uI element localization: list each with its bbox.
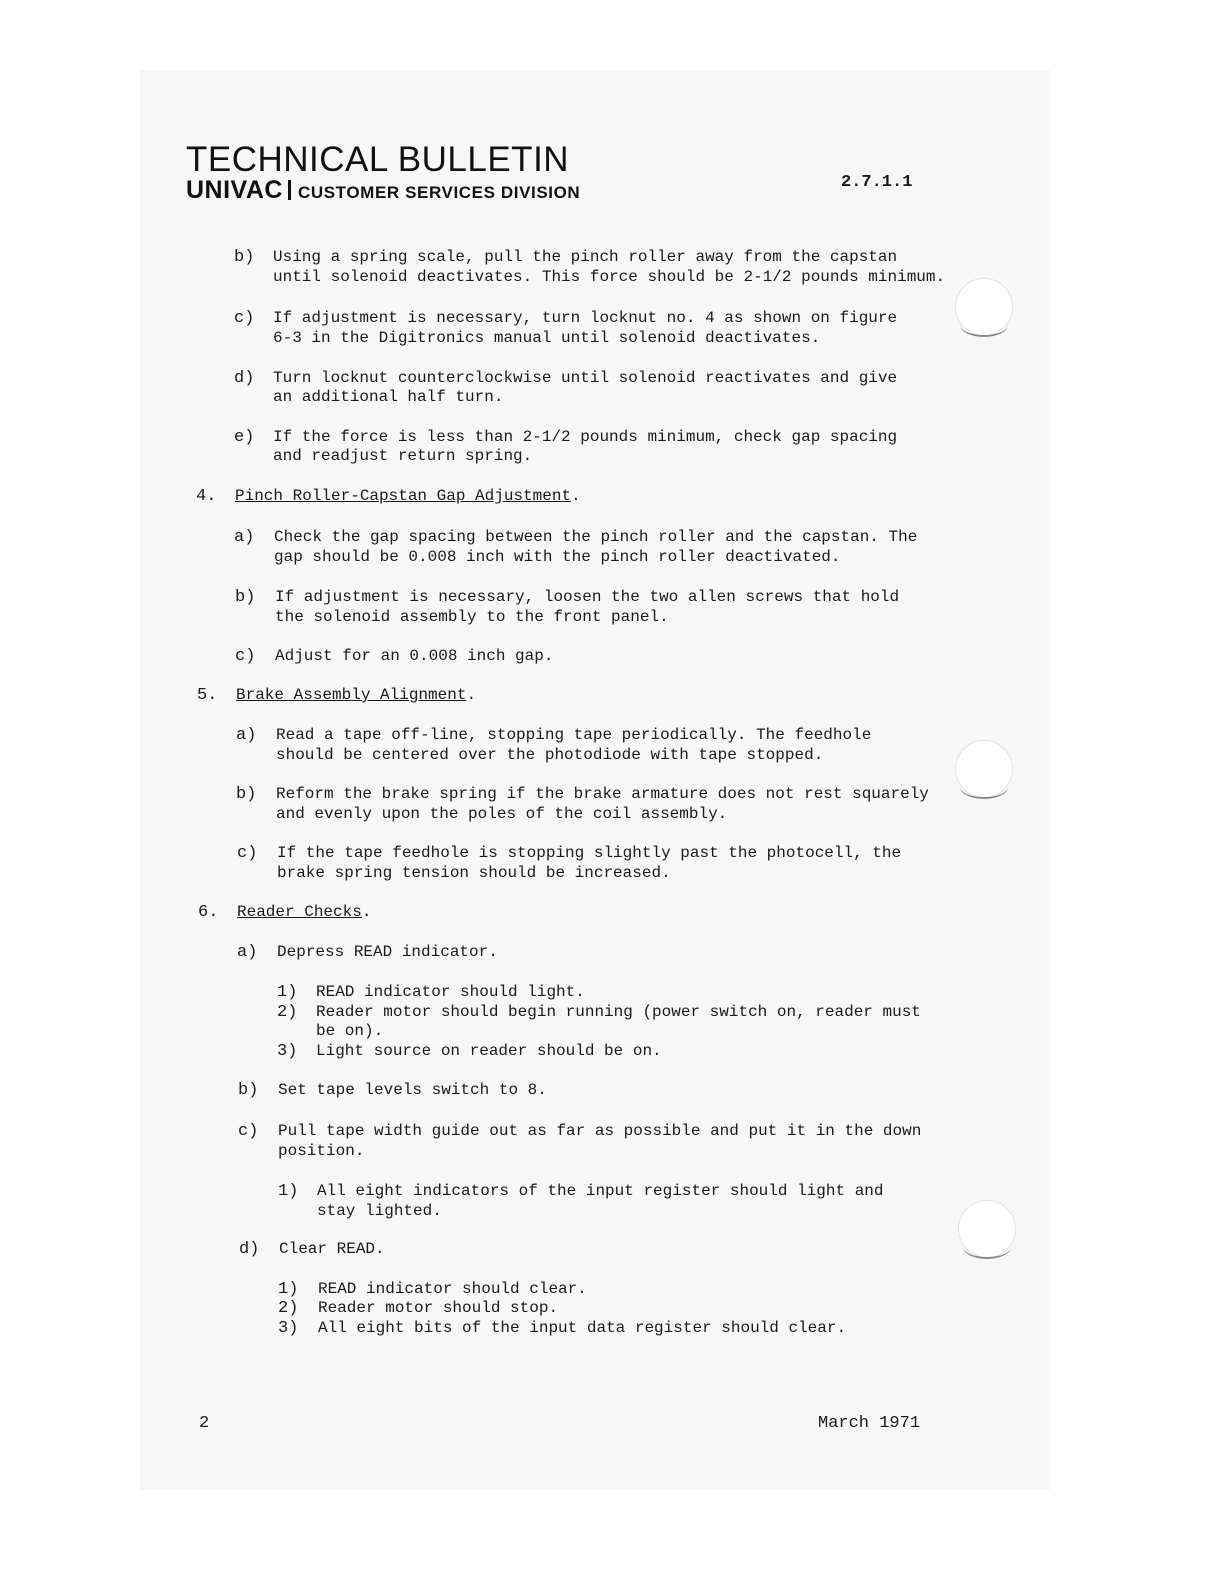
step-text-line: Reform the brake spring if the brake armature does not rest squarely [276,785,929,803]
substep-marker: 2) [277,1003,298,1022]
page-number: 2 [199,1414,210,1433]
step-text-line: Check the gap spacing between the pinch roller and the capstan. The [274,528,918,546]
section-number: 6. [198,903,219,922]
section-heading-punct: . [466,686,477,704]
step-text-line: If the tape feedhole is stopping slightly past the photocell, the [277,844,902,862]
step-text-line: until solenoid deactivates. This force should be 2-1/2 pounds minimum. [273,268,946,286]
substep-marker: 1) [278,1182,299,1201]
step-text-line: Depress READ indicator. [277,943,498,961]
company-line [186,176,580,205]
substep-text-line: READ indicator should clear. [318,1280,587,1298]
punch-hole-bottom [958,1200,1016,1258]
step-text-line: 6-3 in the Digitronics manual until solenoid deactivates. [273,329,821,347]
section-heading-text: Brake Assembly Alignment [236,686,467,704]
punch-hole-top [955,278,1013,336]
substep-text-line: be on). [316,1022,384,1040]
section-heading-punct: . [361,903,372,921]
section-heading [237,903,371,923]
section-heading [236,686,476,706]
bulletin-date: March 1971 [818,1414,921,1433]
substep-marker: 3) [277,1042,298,1061]
step-text-line: If the force is less than 2-1/2 pounds minimum, check gap spacing [273,428,898,446]
substep-text-line: Reader motor should begin running (power switch on, reader must [316,1003,921,1021]
step-marker: c) [237,844,258,863]
step-text-line: an additional half turn. [273,388,504,406]
step-marker: c) [238,1122,259,1141]
logo-divider [288,180,291,200]
section-number: 5. [197,686,218,705]
step-marker: d) [234,369,255,388]
step-marker: b) [238,1081,259,1100]
punch-hole-middle [955,740,1013,798]
substep-marker: 2) [278,1299,299,1318]
bulletin-title: TECHNICAL BULLETIN [186,140,570,179]
step-text-line: should be centered over the photodiode with tape stopped. [276,746,824,764]
step-marker: b) [234,248,255,267]
section-heading-text: Pinch Roller-Capstan Gap Adjustment [235,487,572,505]
step-text-line: Adjust for an 0.008 inch gap. [275,647,554,665]
section-heading-punct: . [571,487,581,505]
substep-text-line: stay lighted. [317,1202,442,1220]
step-marker: a) [237,943,258,962]
step-text-line: gap should be 0.008 inch with the pinch roller deactivated. [274,548,841,566]
step-text-line: If adjustment is necessary, turn locknut no. 4 as shown on figure [273,309,898,327]
step-marker: a) [236,726,257,745]
step-text-line: Clear READ. [279,1240,385,1258]
step-text-line: If adjustment is necessary, loosen the two allen screws that hold [275,588,900,606]
substep-text-line: All eight bits of the input data register should clear. [318,1319,847,1337]
step-text-line: Using a spring scale, pull the pinch roller away from the capstan [273,248,898,266]
step-marker: d) [239,1240,260,1259]
division-name: CUSTOMER SERVICES DIVISION [297,183,581,202]
step-text-line: Turn locknut counterclockwise until solenoid reactivates and give [273,369,898,387]
substep-text-line: Reader motor should stop. [318,1299,559,1317]
substep-text-line: READ indicator should light. [316,983,585,1001]
step-marker: c) [235,647,256,666]
univac-logo: UNIVAC [186,176,283,204]
substep-marker: 1) [278,1280,299,1299]
step-text-line: Set tape levels switch to 8. [278,1081,547,1099]
step-text-line: brake spring tension should be increased. [277,864,671,882]
step-marker: c) [234,309,255,328]
step-text-line: the solenoid assembly to the front panel. [275,608,669,626]
substep-text-line: All eight indicators of the input register should light and [317,1182,884,1200]
substep-marker: 3) [278,1319,299,1338]
section-heading-text: Reader Checks [237,903,362,921]
substep-text-line: Light source on reader should be on. [316,1042,662,1060]
step-text-line: and readjust return spring. [273,447,533,465]
step-marker: e) [234,428,255,447]
step-marker: b) [236,785,257,804]
step-text-line: position. [278,1142,365,1160]
step-text-line: and evenly upon the poles of the coil assembly. [276,805,728,823]
step-marker: b) [235,588,256,607]
section-heading [235,487,581,507]
section-number: 4. [196,487,217,506]
step-text-line: Pull tape width guide out as far as possible and put it in the down [278,1122,922,1140]
bulletin-number: 2.7.1.1 [841,173,913,192]
step-marker: a) [234,528,255,547]
step-text-line: Read a tape off-line, stopping tape periodically. The feedhole [276,726,872,744]
substep-marker: 1) [277,983,298,1002]
